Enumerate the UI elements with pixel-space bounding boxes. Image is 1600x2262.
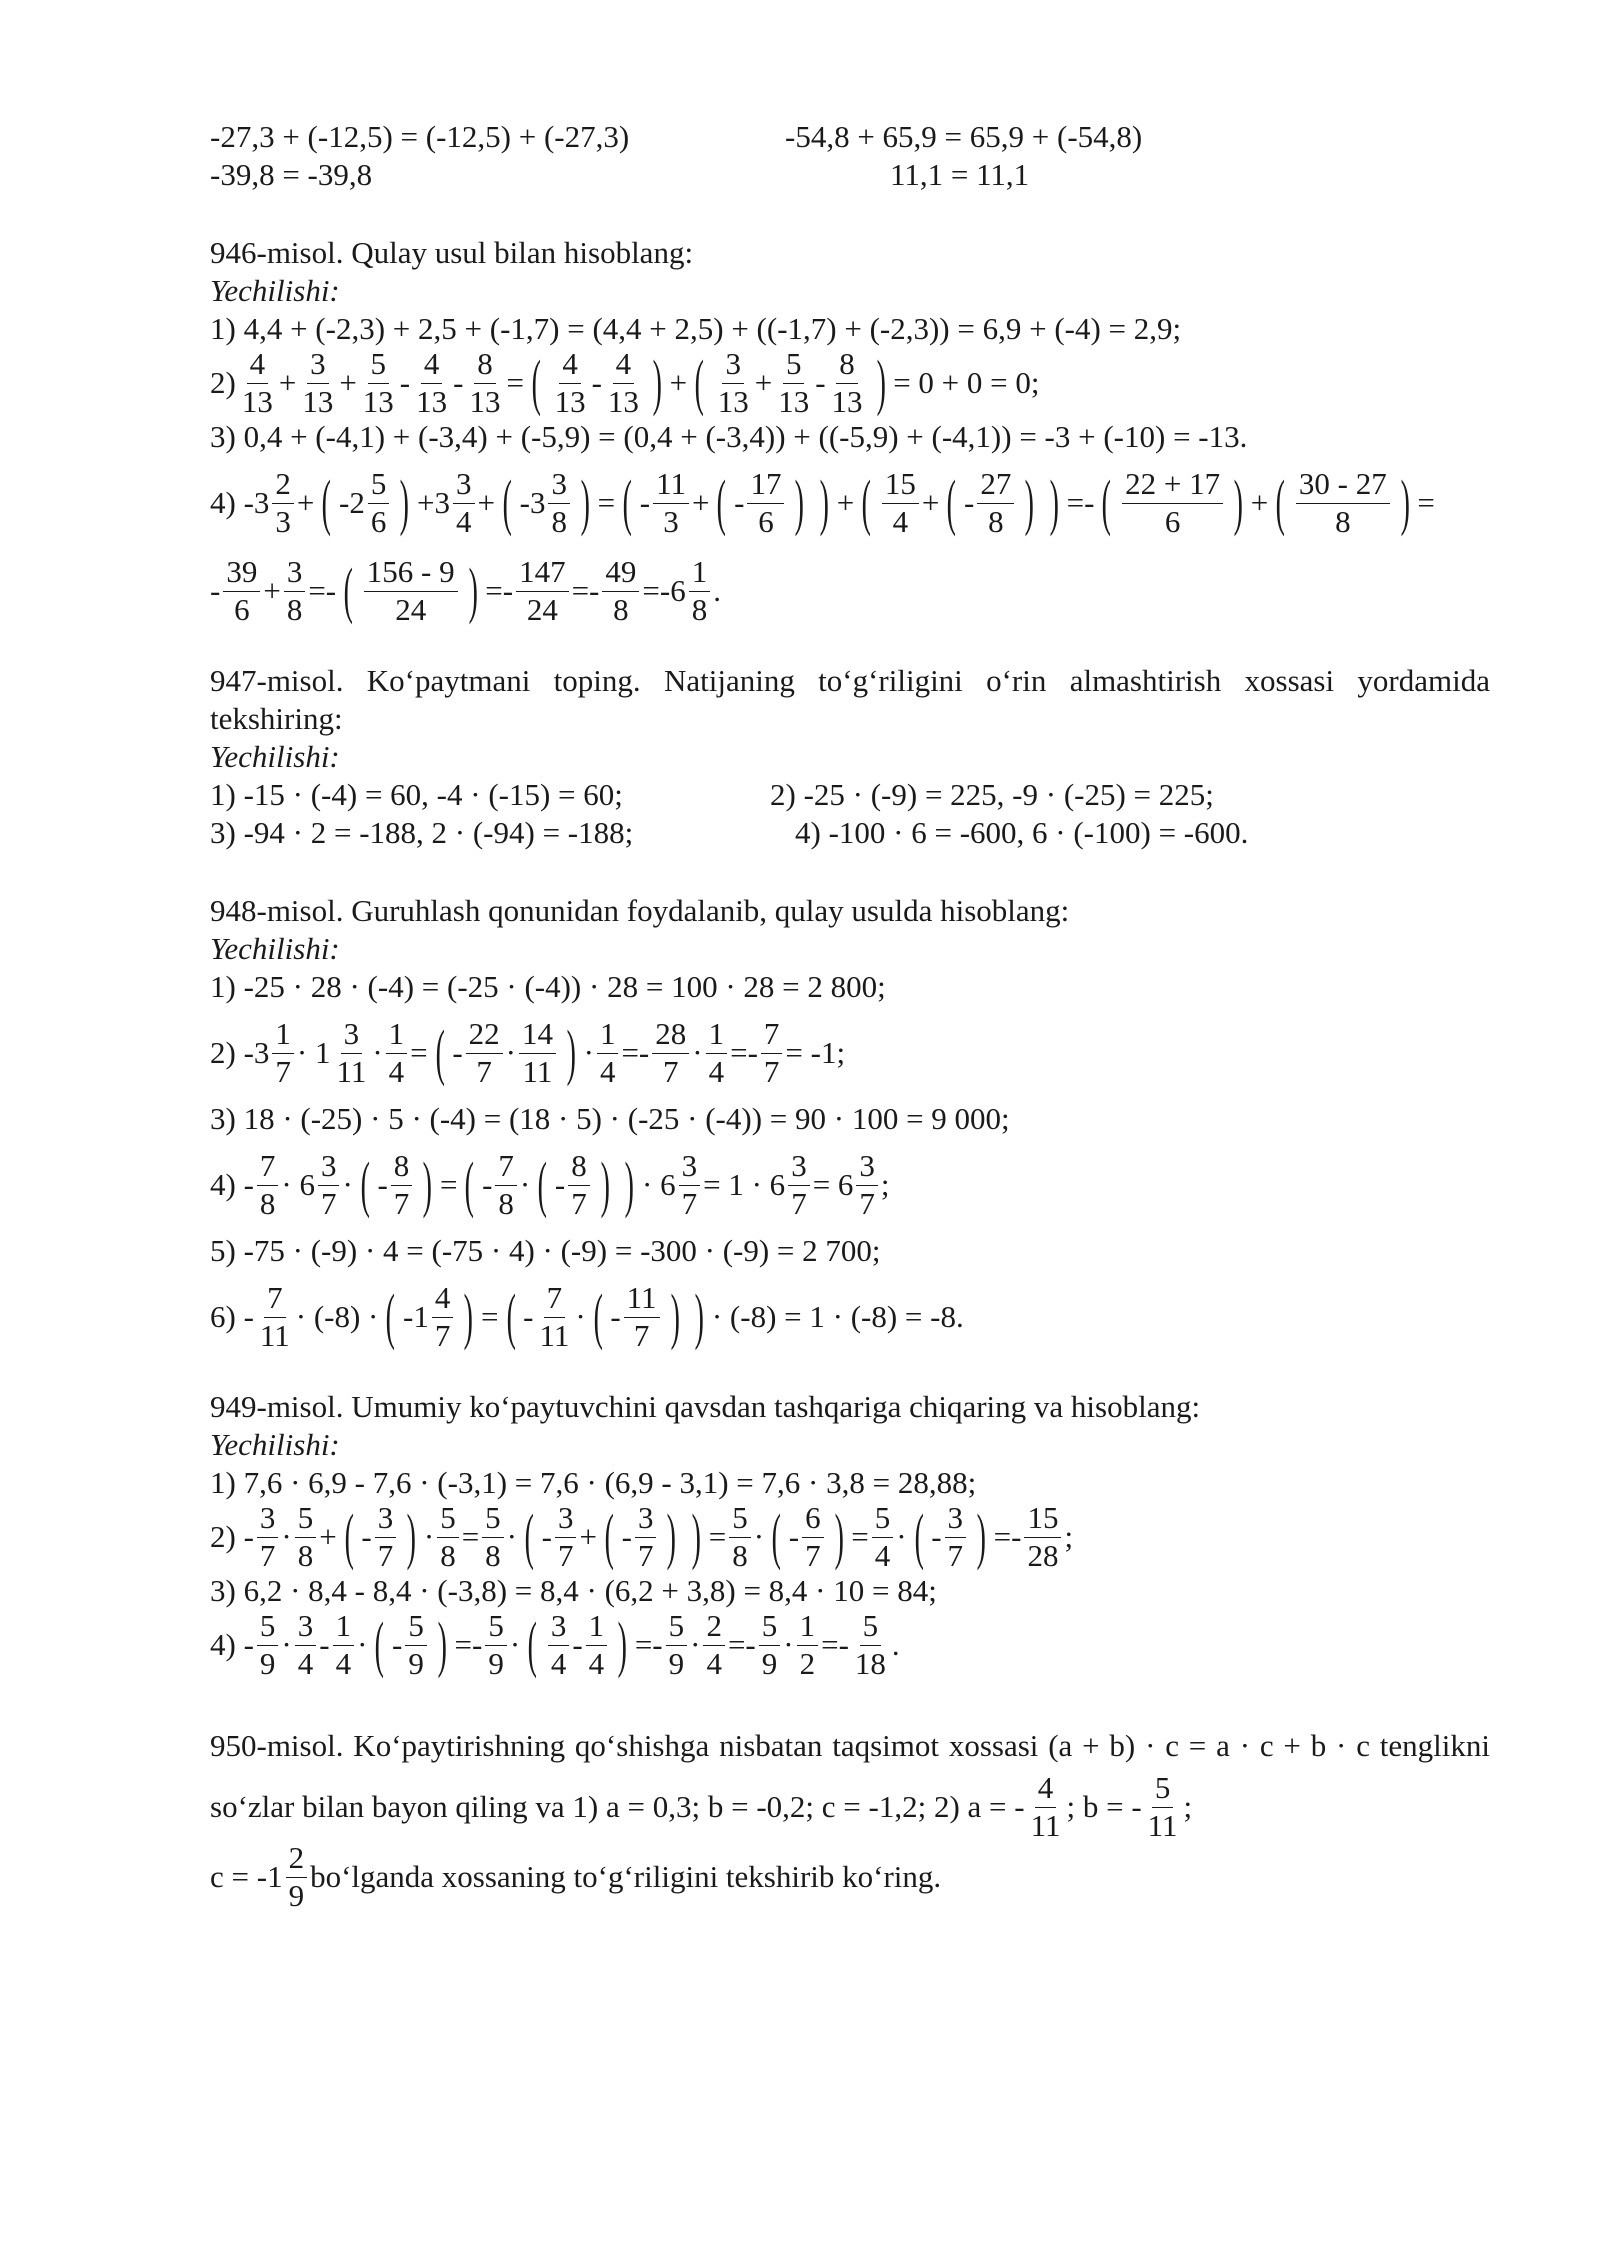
fraction: $\frac{4}{13}$: [241, 346, 273, 419]
fraction: $\frac{8}{13}$: [469, 346, 501, 419]
ex949-line-3: 3) 6,2 · 8,4 - 8,4 · (-3,8) = 8,4 · (6,2 + 3,8) = 8,4 · 10 = 84;: [210, 1573, 937, 1609]
exercise-947-title: 947-misol. Ko‘paytmani toping. Natijaning to‘g‘riligini o‘rin almashtirish xossasi yordamida tekshiring:: [210, 663, 1490, 737]
equality-row-1: [210, 118, 1490, 156]
exercise-948-title: 948-misol. Guruhlash qonunidan foydalanib, qulay usulda hisoblang:: [210, 893, 1070, 929]
ex949-line-4: 4) - $\frac{5}{9}$ · $\frac{3}{4}$ - $\frac{1}{4}$ · ( - $\frac{5}{9}$ ) =- $\frac{5}{9}$ · ( $\frac{3}{4}$ - $\frac{1}{4}$ ) =- $\frac{5}{9}$ · $\frac{2}{4}$ =- $\frac{5}{9}$ · $\frac{1}{2}$ =- $\frac{5}{18}$ .: [210, 1608, 900, 1681]
document-page: [210, 118, 1490, 1912]
ex948-line-1: 1) -25 · 28 · (-4) = (-25 · (-4)) · 28 = 100 · 28 = 2 800;: [210, 969, 886, 1005]
ex946-line-5: - $\frac{39}{6}$ + $\frac{3}{8}$ =- ( $\frac{156 - 9}{24}$ ) =- $\frac{147}{24}$ =- $\frac{49}{8}$ =-6 $\frac{1}{8}$ .: [210, 554, 721, 627]
solution-label: Yechilishi:: [210, 931, 340, 967]
fraction: $\frac{4}{13}$: [554, 346, 586, 419]
fraction: $\frac{5}{13}$: [778, 346, 810, 419]
equality-left-1: -27,3 + (-12,5) = (-12,5) + (-27,3): [210, 119, 630, 154]
equality-right-1: -54,8 + 65,9 = 65,9 + (-54,8): [785, 119, 1143, 154]
fraction: $\frac{8}{13}$: [831, 346, 863, 419]
ex946-line-3: 3) 0,4 + (-4,1) + (-3,4) + (-5,9) = (0,4 + (-3,4)) + ((-5,9) + (-4,1)) = -3 + (-10) = -13.: [210, 419, 1248, 455]
ex946-line-2: 2) $\frac{4}{13}$ + $\frac{3}{13}$ + $\frac{5}{13}$ - $\frac{4}{13}$ - $\frac{8}{13}$ = ( $\frac{4}{13}$ - $\frac{4}{13}$ ) + ( $\frac{3}{13}$ + $\frac{5}{13}$ - $\frac{8}{13}$ ) = 0 + 0 = 0;: [210, 346, 1040, 419]
fraction: $\frac{3}{13}$: [302, 346, 334, 419]
solution-label: Yechilishi:: [210, 273, 340, 308]
exercise-949-title: 949-misol. Umumiy ko‘paytuvchini qavsdan tashqariga chiqaring va hisoblang:: [210, 1389, 1201, 1425]
ex947-row-1: 1) -15 · (-4) = 60, -4 · (-15) = 60; 2) -25 · (-9) = 225, -9 · (-25) = 225;: [210, 777, 1214, 813]
exercise-950-text-1: 950-misol. Ko‘paytirishning qo‘shishga nisbatan taqsimot xossasi (a + b) · c = a · c + b · c tenglikni: [210, 1728, 1490, 1764]
fraction: $\frac{5}{13}$: [362, 346, 394, 419]
fraction: $\frac{4}{13}$: [416, 346, 448, 419]
equality-left-2: -39,8 = -39,8: [210, 157, 373, 192]
ex948-line-2: 2) -3 $\frac{1}{7}$ · 1 $\frac{3}{11}$ · $\frac{1}{4}$ = ( - $\frac{22}{7}$ · $\frac{14}{11}$ ) · $\frac{1}{4}$ =- $\frac{28}{7}$ · $\frac{1}{4}$ =- $\frac{7}{7}$ = -1;: [210, 1016, 846, 1089]
equality-row-2: [210, 156, 1490, 194]
ex949-line-1: 1) 7,6 · 6,9 - 7,6 · (-3,1) = 7,6 · (6,9 - 3,1) = 7,6 · 3,8 = 28,88;: [210, 1465, 977, 1501]
exercise-946-title: 946-misol. Qulay usul bilan hisoblang:: [210, 235, 694, 270]
ex948-line-4: 4) - $\frac{7}{8}$ · 6 $\frac{3}{7}$ · ( - $\frac{8}{7}$ ) = ( - $\frac{7}{8}$ · ( - $\frac{8}{7}$ ) ) · 6 $\frac{3}{7}$ = 1 · 6 $\frac{3}{7}$ = 6 $\frac{3}{7}$ ;: [210, 1148, 890, 1221]
ex948-line-5: 5) -75 · (-9) · 4 = (-75 · 4) · (-9) = -300 · (-9) = 2 700;: [210, 1233, 881, 1269]
ex947-row-2: 3) -94 · 2 = -188, 2 · (-94) = -188; 4) -100 · 6 = -600, 6 · (-100) = -600.: [210, 815, 1249, 851]
ex948-line-3: 3) 18 · (-25) · 5 · (-4) = (18 · 5) · (-25 · (-4)) = 90 · 100 = 9 000;: [210, 1101, 1010, 1137]
ex946-line-4: 4) -3 $\frac{2}{3}$ + ( -2 $\frac{5}{6}$ ) +3 $\frac{3}{4}$ + ( -3 $\frac{3}{8}$ ) = ( - $\frac{11}{3}$ + ( - $\frac{17}{6}$ ) ) + ( $\frac{15}{4}$ + ( - $\frac{27}{8}$ ) ) =- ( $\frac{22 + 17}{6}$ ) + ( $\frac{30 - 27}{8}$ ) =: [210, 466, 1435, 539]
solution-label: Yechilishi:: [210, 739, 340, 775]
exercise-950-text-2: so‘zlar bilan bayon qiling va 1) a = 0,3; b = -0,2; c = -1,2; 2) a = - $\frac{4}{11}$ ; b = - $\frac{5}{11}$ ;: [210, 1770, 1193, 1843]
exercise-950-text-3: c = -1 $\frac{2}{9}$ bo‘lganda xossaning to‘g‘riligini tekshirib ko‘ring.: [210, 1840, 942, 1913]
fraction: $\frac{4}{13}$: [607, 346, 639, 419]
equality-right-2: 11,1 = 11,1: [890, 157, 1030, 192]
fraction: $\frac{3}{13}$: [717, 346, 749, 419]
ex949-line-2: 2) - $\frac{3}{7}$ · $\frac{5}{8}$ + ( - $\frac{3}{7}$ ) · $\frac{5}{8}$ = $\frac{5}{8}$ · ( - $\frac{3}{7}$ + ( - $\frac{3}{7}$ ) ) = $\frac{5}{8}$ · ( - $\frac{6}{7}$ ) = $\frac{5}{4}$ · ( - $\frac{3}{7}$ ) =- $\frac{15}{28}$ ;: [210, 1500, 1074, 1573]
ex948-line-6: 6) - $\frac{7}{11}$ · (-8) · ( -1 $\frac{4}{7}$ ) = ( - $\frac{7}{11}$ · ( - $\frac{11}{7}$ ) ) · (-8) = 1 · (-8) = -8.: [210, 1280, 964, 1353]
solution-label: Yechilishi:: [210, 1427, 340, 1463]
ex946-line-1: 1) 4,4 + (-2,3) + 2,5 + (-1,7) = (4,4 + 2,5) + ((-1,7) + (-2,3)) = 6,9 + (-4) = 2,9;: [210, 311, 1182, 346]
